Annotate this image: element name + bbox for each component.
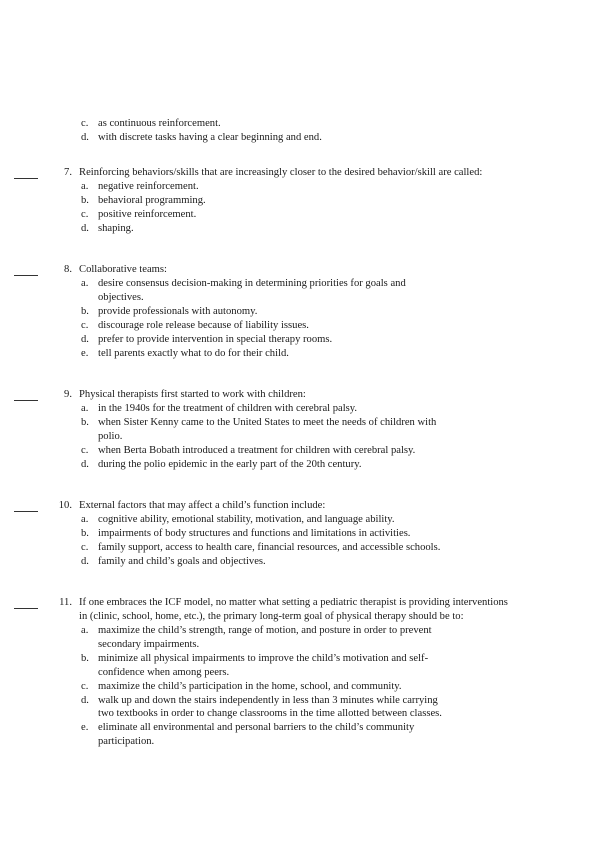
option-text: provide professionals with autonomy. [98,305,258,317]
option-letter: c. [81,319,89,331]
option-text: shaping. [98,222,134,234]
answer-blank[interactable] [14,275,38,276]
option-text: minimize all physical impairments to improve the child’s motivation and self- [98,652,429,664]
option-letter: a. [81,625,89,636]
question-stem: Collaborative teams: [79,264,167,275]
option-letter: d. [81,222,89,234]
option-letter: a. [81,514,89,525]
answer-blank[interactable] [14,511,38,512]
option-text: polio. [98,430,123,442]
option-text: eliminate all environmental and personal barriers to the child’s community [98,722,415,734]
answer-blank[interactable] [14,178,38,179]
question-number: 10. [58,500,72,511]
question-number: 9. [64,389,72,400]
option-letter: c. [81,680,89,692]
option-letter: a. [81,278,89,289]
option-text: behavioral programming. [98,194,206,206]
option-text: confidence when among peers. [98,666,230,678]
option-letter: c. [81,118,89,129]
option-letter: b. [81,527,89,539]
option-text: family and child’s goals and objectives. [98,555,266,567]
option-text: maximize the child’s participation in the home, school, and community. [98,680,402,692]
option-letter: c. [81,208,89,220]
option-text: with discrete tasks having a clear beginning and end. [98,131,322,143]
answer-blank[interactable] [14,608,38,609]
option-text: objectives. [98,291,144,303]
question-number: 8. [64,264,72,275]
question-number: 11. [59,597,72,608]
question-number: 7. [64,167,72,178]
option-text: family support, access to health care, financial resources, and accessible schools. [98,541,441,553]
option-letter: c. [81,444,89,456]
option-text: positive reinforcement. [98,208,197,220]
option-text: discourage role release because of liability issues. [98,319,309,331]
option-letter: e. [81,347,89,359]
option-text: when Berta Bobath introduced a treatment for children with cerebral palsy. [98,444,416,456]
option-text: impairments of body structures and functions and limitations in activities. [98,527,411,539]
option-text: desire consensus decision-making in determining priorities for goals and [98,278,406,289]
option-letter: b. [81,305,89,317]
option-text: as continuous reinforcement. [98,118,221,129]
option-text: maximize the child’s strength, range of motion, and posture in order to prevent [98,625,432,636]
question-stem: Physical therapists first started to work with children: [79,389,306,400]
option-text: negative reinforcement. [98,181,199,192]
question-stem: If one embraces the ICF model, no matter what setting a pediatric therapist is providing interventions [79,597,508,608]
option-text: cognitive ability, emotional stability, motivation, and language ability. [98,514,395,525]
option-letter: b. [81,416,89,428]
option-text: secondary impairments. [98,638,200,650]
option-letter: d. [81,555,89,567]
option-text: when Sister Kenny came to the United States to meet the needs of children with [98,416,437,428]
option-letter: a. [81,181,89,192]
option-letter: b. [81,652,89,664]
question-stem: in (clinic, school, home, etc.), the primary long-term goal of physical therapy should be to: [79,610,464,622]
option-letter: c. [81,541,89,553]
option-letter: d. [81,131,89,143]
option-text: in the 1940s for the treatment of children with cerebral palsy. [98,403,358,414]
option-letter: d. [81,333,89,345]
option-text: tell parents exactly what to do for their child. [98,347,289,359]
option-text: participation. [98,736,155,748]
option-letter: d. [81,694,89,706]
option-letter: b. [81,194,89,206]
question-stem: Reinforcing behaviors/skills that are increasingly closer to the desired behavior/skill are called: [79,167,483,178]
option-text: walk up and down the stairs independently in less than 3 minutes while carrying [98,694,438,706]
option-text: two textbooks in order to change classrooms in the time allotted between classes. [98,708,442,720]
option-letter: e. [81,722,89,734]
question-stem: External factors that may affect a child’s function include: [79,500,326,511]
option-text: prefer to provide intervention in special therapy rooms. [98,333,333,345]
option-text: during the polio epidemic in the early part of the 20th century. [98,458,362,470]
answer-blank[interactable] [14,400,38,401]
option-letter: a. [81,403,89,414]
option-letter: d. [81,458,89,470]
